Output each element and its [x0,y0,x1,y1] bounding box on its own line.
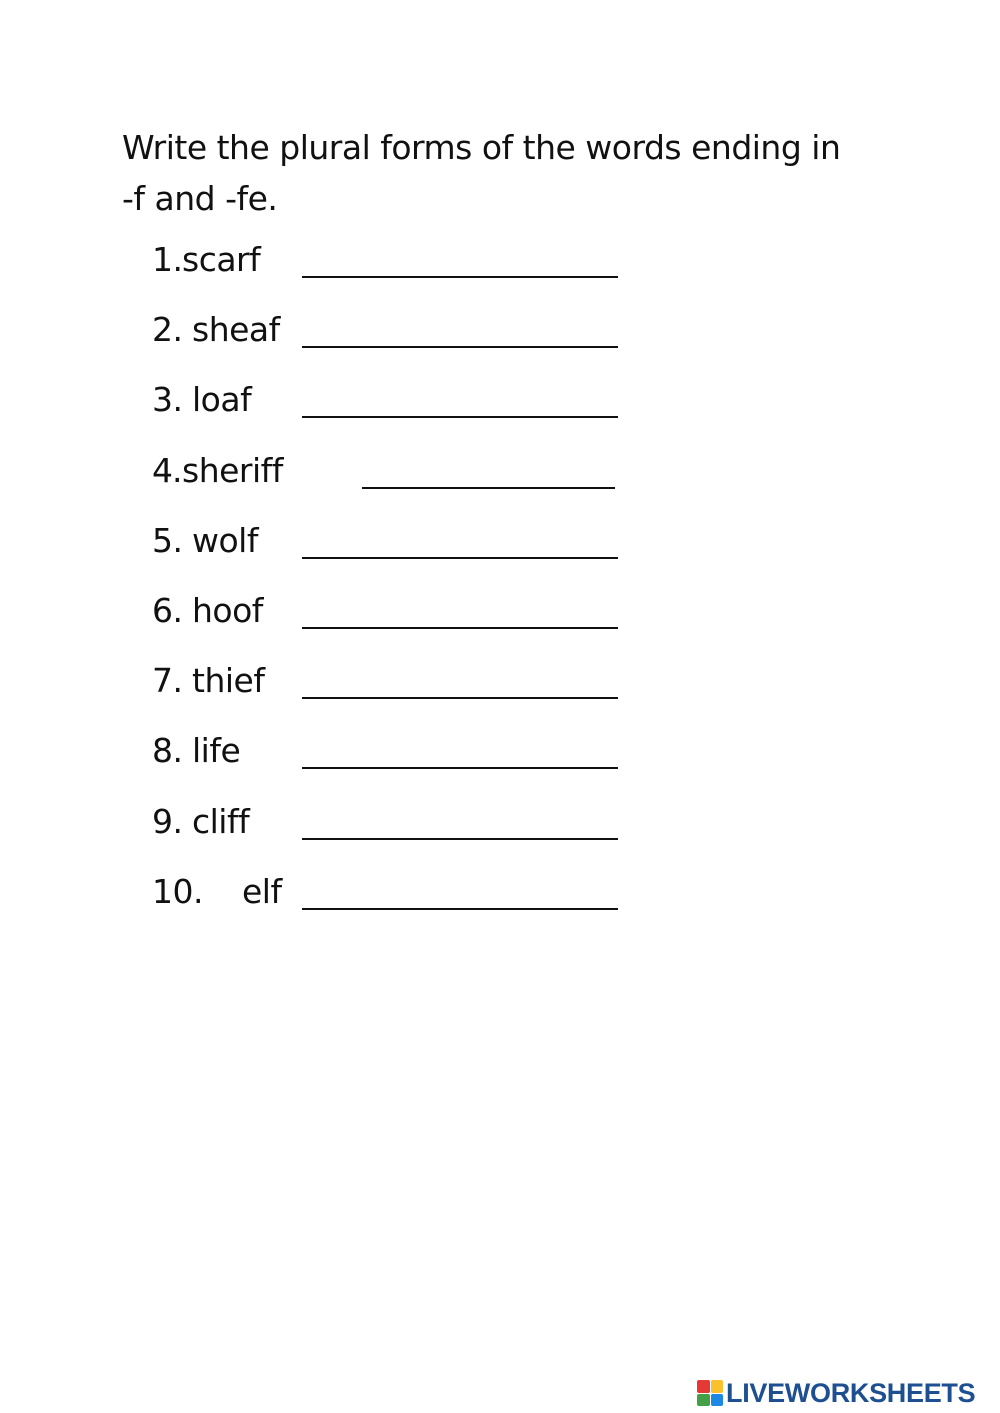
answer-blank[interactable] [302,767,618,769]
item-word: life [192,731,241,771]
item-word: elf [242,871,282,911]
item-word: wolf [192,520,258,560]
item-number: 9. [152,801,183,841]
item-word: scarf [182,240,261,279]
answer-blank[interactable] [302,908,618,910]
item-number: 7. [152,661,183,701]
item-number: 8. [152,731,183,771]
exercise-item [152,519,652,589]
item-number: 4. [152,450,182,490]
answer-blank[interactable] [302,838,618,840]
exercise-item [152,870,652,940]
instruction-text [122,122,882,224]
item-number: 10. [152,871,203,911]
exercise-item [152,449,652,519]
logo-text: LIVEWORKSHEETS [726,1378,976,1408]
item-number: 5. [152,520,183,560]
exercise-item [152,729,652,799]
answer-blank[interactable] [302,697,618,699]
item-number: 6. [152,590,183,630]
item-word: sheriff [182,450,283,490]
answer-blank[interactable] [302,627,618,629]
item-number: 1. [152,240,183,279]
exercise-item [152,378,652,448]
item-number: 2. [152,310,183,350]
item-word: cliff [192,801,250,841]
exercise-item [152,308,652,378]
answer-blank[interactable] [302,276,618,278]
item-word: loaf [192,380,252,420]
liveworksheets-logo [697,1378,975,1408]
item-word: hoof [192,590,263,630]
instruction-line-1: Write the plural forms of the words ending in [122,128,841,167]
answer-blank[interactable] [302,557,618,559]
item-number: 3. [152,380,183,420]
exercise-item [152,589,652,659]
exercise-item [152,800,652,870]
exercise-list [152,238,652,940]
liveworksheets-logo-icon [697,1380,723,1406]
exercise-item [152,659,652,729]
answer-blank[interactable] [302,346,618,348]
item-word: thief [192,661,265,701]
instruction-line-2: -f and -fe. [122,179,278,218]
item-word: sheaf [192,310,280,350]
answer-blank[interactable] [302,416,618,418]
answer-blank[interactable] [362,487,615,489]
exercise-item [152,238,652,308]
